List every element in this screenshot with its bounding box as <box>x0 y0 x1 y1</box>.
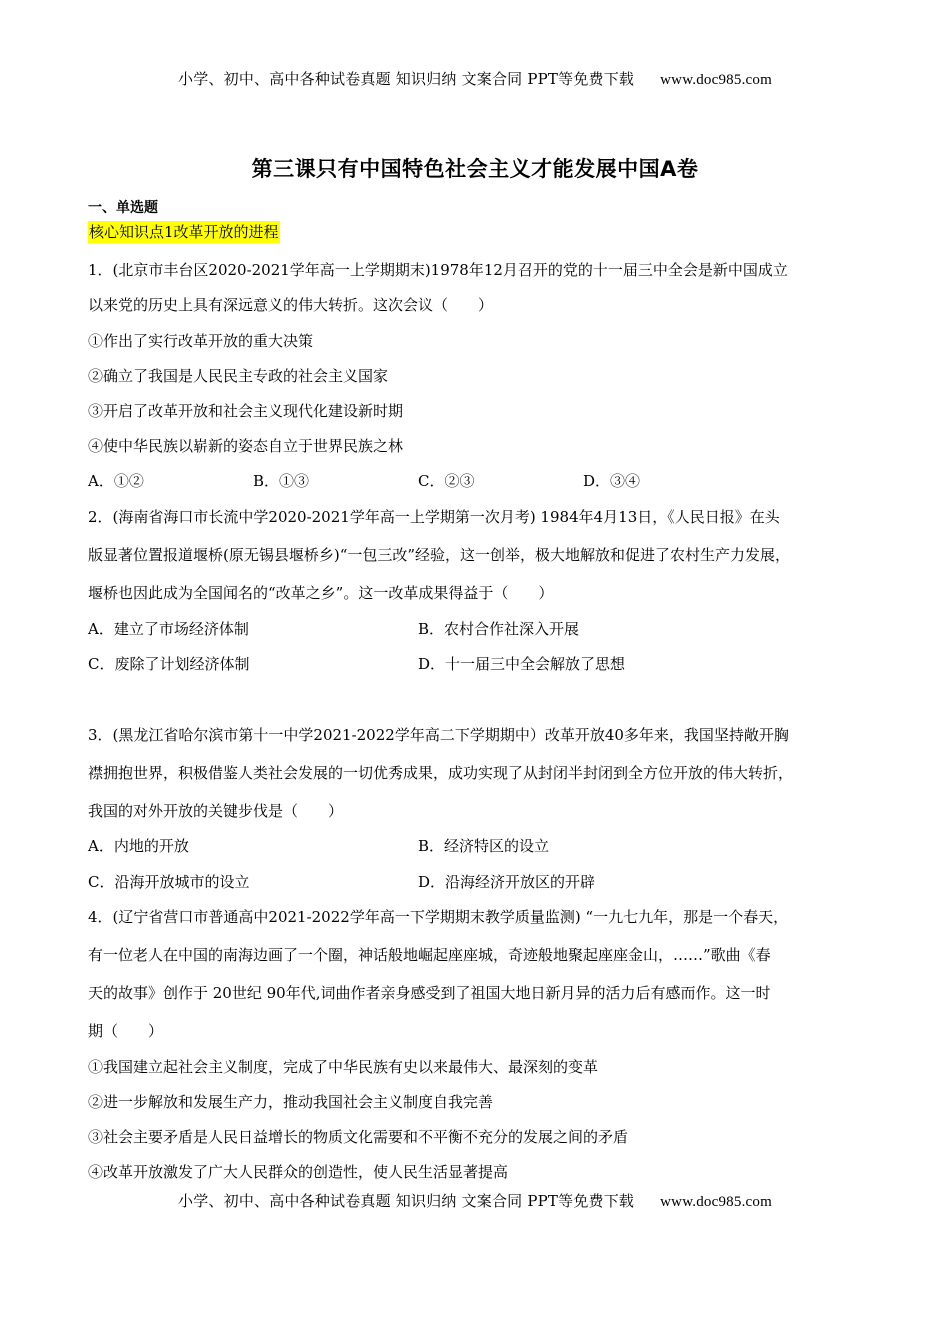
page-header <box>0 68 950 89</box>
knowledge-point-highlight: 核心知识点1改革开放的进程 <box>89 223 279 241</box>
q1-option-c[interactable]: C．②③ <box>418 472 475 490</box>
q1-option-b[interactable]: B．①③ <box>253 472 310 490</box>
footer-text: 小学、初中、高中各种试卷真题 知识归纳 文案合同 PPT等免费下载 <box>178 1192 635 1210</box>
q3-stem-line2: 襟拥抱世界，积极借鉴人类社会发展的一切优秀成果，成功实现了从封闭半封闭到全方位开放的伟大转折， <box>88 764 794 782</box>
q2-stem-line3: 堰桥也因此成为全国闻名的“改革之乡”。这一改革成果得益于（ ） <box>88 584 554 602</box>
q3-stem-line3: 我国的对外开放的关键步伐是（ ） <box>88 802 344 820</box>
q2-option-d[interactable]: D．十一届三中全会解放了思想 <box>418 655 626 673</box>
q2-stem-line2: 版显著位置报道堰桥(原无锡县堰桥乡)“一包三改”经验，这一创举，极大地解放和促进了农村生产力发展， <box>88 546 791 564</box>
q4-item-2: ②进一步解放和发展生产力，推动我国社会主义制度自我完善 <box>88 1093 494 1111</box>
q4-stem-line1: 4．(辽宁省营口市普通高中2021-2022学年高一下学期期末教学质量监测) “一九七九年，那是一个春天， <box>88 908 789 926</box>
page-title: 第三课只有中国特色社会主义才能发展中国A卷 <box>251 157 699 181</box>
q2-option-a[interactable]: A．建立了市场经济体制 <box>88 620 249 638</box>
q4-stem-line3: 天的故事》创作于 20世纪 90年代,词曲作者亲身感受到了祖国大地日新月异的活力后有感而作。这一时 <box>88 984 771 1002</box>
q1-stem-line1: 1．(北京市丰台区2020-2021学年高一上学期期末)1978年12月召开的党的十一届三中全会是新中国成立 <box>88 261 788 279</box>
q1-option-d[interactable]: D．③④ <box>583 472 641 490</box>
header-text: 小学、初中、高中各种试卷真题 知识归纳 文案合同 PPT等免费下载 <box>178 70 635 88</box>
header-site-link[interactable]: www.doc985.com <box>660 72 772 88</box>
q3-option-b[interactable]: B．经济特区的设立 <box>418 837 550 855</box>
q3-option-c[interactable]: C．沿海开放城市的设立 <box>88 873 250 891</box>
q1-stem-line2: 以来党的历史上具有深远意义的伟大转折。这次会议（ ） <box>88 296 494 314</box>
q4-stem-line4: 期（ ） <box>88 1022 164 1040</box>
q2-option-b[interactable]: B．农村合作社深入开展 <box>418 620 580 638</box>
q1-item-1: ①作出了实行改革开放的重大决策 <box>88 332 314 350</box>
footer-site-link[interactable]: www.doc985.com <box>660 1194 772 1210</box>
q4-item-3: ③社会主要矛盾是人民日益增长的物质文化需要和不平衡不充分的发展之间的矛盾 <box>88 1128 629 1146</box>
q4-item-4: ④改革开放激发了广大人民群众的创造性，使人民生活显著提高 <box>88 1163 509 1181</box>
q1-item-3: ③开启了改革开放和社会主义现代化建设新时期 <box>88 402 404 420</box>
q3-option-d[interactable]: D．沿海经济开放区的开辟 <box>418 873 596 891</box>
q2-stem-line1: 2．(海南省海口市长流中学2020-2021学年高一上学期第一次月考) 1984年4月13日，《人民日报》在头 <box>88 508 780 526</box>
section-heading: 一、单选题 <box>88 200 158 216</box>
page-footer <box>0 1190 950 1211</box>
q3-stem-line1: 3．(黑龙江省哈尔滨市第十一中学2021-2022学年高二下学期期中）改革开放40多年来，我国坚持敞开胸 <box>88 726 789 744</box>
q4-stem-line2: 有一位老人在中国的南海边画了一个圈，神话般地崛起座座城，奇迹般地聚起座座金山，……”歌曲《春 <box>88 946 771 964</box>
q1-option-a[interactable]: A．①② <box>88 472 144 490</box>
q4-item-1: ①我国建立起社会主义制度，完成了中华民族有史以来最伟大、最深刻的变革 <box>88 1058 599 1076</box>
q1-item-2: ②确立了我国是人民民主专政的社会主义国家 <box>88 367 389 385</box>
q1-item-4: ④使中华民族以崭新的姿态自立于世界民族之林 <box>88 437 404 455</box>
q2-option-c[interactable]: C．废除了计划经济体制 <box>88 655 250 673</box>
q3-option-a[interactable]: A．内地的开放 <box>88 837 189 855</box>
